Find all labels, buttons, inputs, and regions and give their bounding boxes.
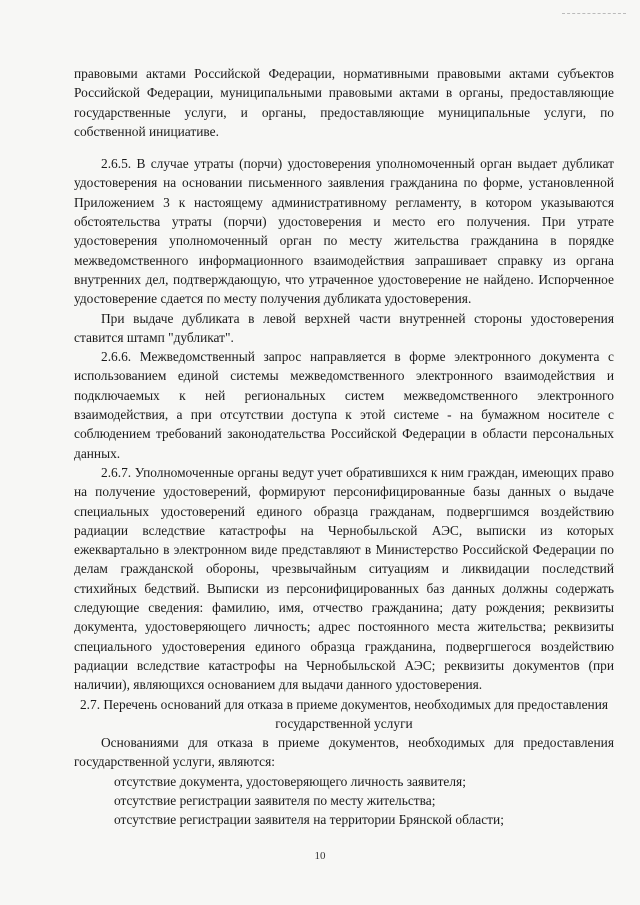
refusal-list <box>74 772 614 830</box>
page-body <box>74 64 614 830</box>
list-item: отсутствие регистрации заявителя по месту жительства; <box>114 792 436 808</box>
paragraph-duplicate-stamp: При выдаче дубликата в левой верхней части внутренней стороны удостоверения ставится штамп "дубликат". <box>74 310 614 345</box>
paragraph-2-6-7: 2.6.7. Уполномоченные органы ведут учет обратившихся к ним граждан, имеющих право на получение удостоверений, формируют персонифицированные базы данных о выдаче специальных удостоверений единого образца гражданам, подвергшимся воздействию радиации вследствие катастрофы на Чернобыльской АЭС, выписки из которых ежеквартально в электронном виде представляют в Министерство Российской Федерации по делам гражданской обороны, чрезвычайным ситуациям и ликвидации последствий стихийных бедствий. Выписки из персонифицированных баз данных должны содержать следующие сведения: фамилию, имя, отчество гражданина; дату рождения; реквизиты документа, удостоверяющего личность; адрес постоянного места жительства; реквизиты специального удостоверения единого образца гражданина, подвергшегося воздействию радиации вследствие катастрофы на Чернобыльской АЭС; реквизиты документов (при наличии), являющихся основанием для выдачи данного удостоверения. <box>74 464 614 693</box>
paragraph-continuation: правовыми актами Российской Федерации, нормативными правовыми актами субъектов Российской Федерации, муниципальными правовыми актами в органы, предоставляющие государственные услуги, и органы, предоставляющие муниципальные услуги, по собственной инициативе. <box>74 66 614 139</box>
list-item: отсутствие регистрации заявителя на территории Брянской области; <box>114 812 504 828</box>
list-item: отсутствие документа, удостоверяющего личность заявителя; <box>114 773 466 789</box>
section-heading-2-7: 2.7. Перечень оснований для отказа в приеме документов, необходимых для предоставления государственной услуги <box>79 696 609 731</box>
paragraph-refusal-grounds: Основаниями для отказа в приеме документов, необходимых для предоставления государственной услуги, являются: <box>74 735 614 770</box>
page-number: 10 <box>314 850 326 862</box>
scan-edge-mark <box>562 13 626 14</box>
paragraph-2-6-6: 2.6.6. Межведомственный запрос направляется в форме электронного документа с использованием единой системы межведомственного электронного взаимодействия и подключаемых к ней региональных систем межведомственного электронного взаимодействия, а при отсутствии доступа к этой системе - на бумажном носителе с соблюдением требований законодательства Российской Федерации в области персональных данных. <box>74 349 614 461</box>
paragraph-2-6-5: 2.6.5. В случае утраты (порчи) удостоверения уполномоченный орган выдает дубликат удостоверения на основании письменного заявления гражданина по форме, установленной Приложением 3 к настоящему административному регламенту, в котором указываются обстоятельства утраты (порчи) удостоверения и место его получения. При утрате удостоверения уполномоченный орган по месту жительства гражданина в порядке межведомственного информационного взаимодействия запрашивает справку из органа внутренних дел, подтверждающую, что утраченное удостоверение не найдено. Испорченное удостоверение сдается по месту получения дубликата удостоверения. <box>74 156 614 307</box>
